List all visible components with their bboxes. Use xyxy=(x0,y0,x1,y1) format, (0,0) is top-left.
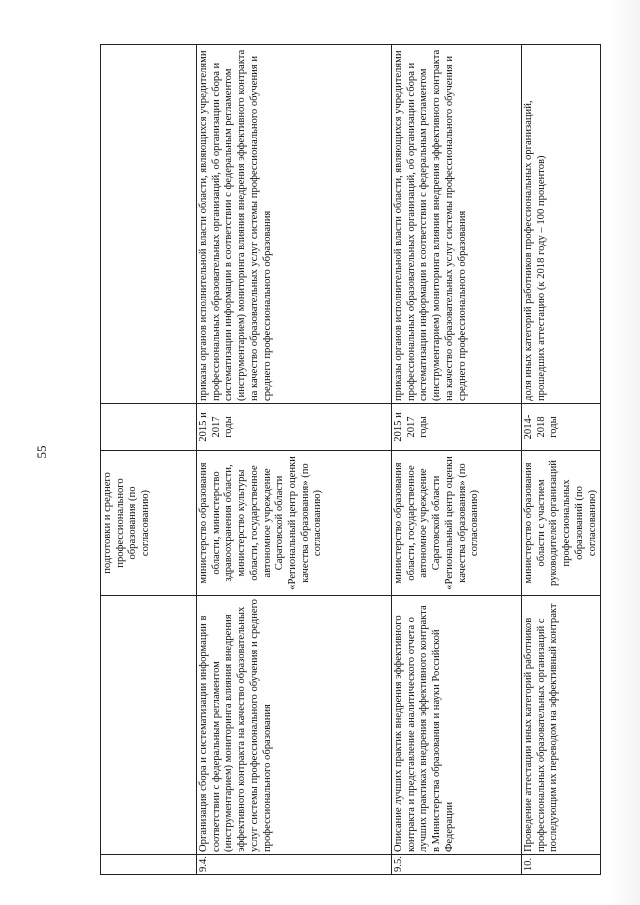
result-cell xyxy=(101,45,197,404)
term-cell: 2015 и 2017 годы xyxy=(197,404,392,451)
term-cell xyxy=(101,404,197,451)
page-number: 55 xyxy=(34,445,49,459)
scan-edge xyxy=(610,0,640,905)
rotated-table-wrapper xyxy=(100,45,600,875)
activity-cell: Организация сбора и систематизации информации в соответствии с федеральным регламентом (инструментарием) мониторинга влияния внедрения эффективного контракта на качество образовательных услуг системы профессионального обучения и среднего профессионального образования xyxy=(197,596,392,855)
executor-cell: министерство образования области, государственное автономное учреждение Саратовской области «Региональный центр оценки качества образования» (по согласованию) xyxy=(392,451,522,596)
term-cell: 2014-2018 годы xyxy=(522,404,601,451)
executor-cell: министерство образования области, министерство здравоохранения области, министерство культуры области, государственное автономное учреждение Саратовской области «Региональный центр оценки качества образования» (по согласованию) xyxy=(197,451,392,596)
row-number-cell: 9.4. xyxy=(197,855,392,875)
table-row xyxy=(101,45,197,875)
result-cell: доля иных категорий работников профессиональных организаций, прошедших аттестацию (к 2018 году – 100 процентов) xyxy=(522,45,601,404)
executor-cell: министерство образования области с участием руководителей организаций профессиональных образований (по согласованию) xyxy=(522,451,601,596)
activity-cell: Описание лучших практик внедрения эффективного контракта и представление аналитического отчета о лучших практиках внедрения эффективного контракта в Министерства образования и науки Российской Федерации xyxy=(392,596,522,855)
table-row xyxy=(197,45,392,875)
row-number-cell: 9.5. xyxy=(392,855,522,875)
result-cell: приказы органов исполнительной власти области, являющихся учредителями профессиональных образовательных организаций, об организации сбора и систематизации информации в соответствии с федеральным регламентом (инструментарием) мониторинга влияния внедрения эффективного контракта на качество образовательных услуг системы профессионального обучения и среднего профессионального образования xyxy=(197,45,392,404)
term-cell: 2015 и 2017 годы xyxy=(392,404,522,451)
plan-table xyxy=(100,44,601,875)
result-cell: приказы органов исполнительной власти области, являющихся учредителями профессиональных образовательных организаций, об организации сбора и систематизации информации в соответствии с федеральным регламентом (инструментарием) мониторинга влияния внедрения эффективного контракта на качество образовательных услуг системы профессионального обучения и среднего профессионального образования xyxy=(392,45,522,404)
activity-cell xyxy=(101,596,197,855)
activity-cell: Проведение аттестации иных категорий работников профессиональных образовательных организаций с последующим их переводом на эффективный контракт xyxy=(522,596,601,855)
executor-cell: подготовки и среднего профессионального образования (по согласованию) xyxy=(101,451,197,596)
table-row xyxy=(392,45,522,875)
row-number-cell xyxy=(101,855,197,875)
table-row xyxy=(522,45,601,875)
row-number-cell: 10. xyxy=(522,855,601,875)
